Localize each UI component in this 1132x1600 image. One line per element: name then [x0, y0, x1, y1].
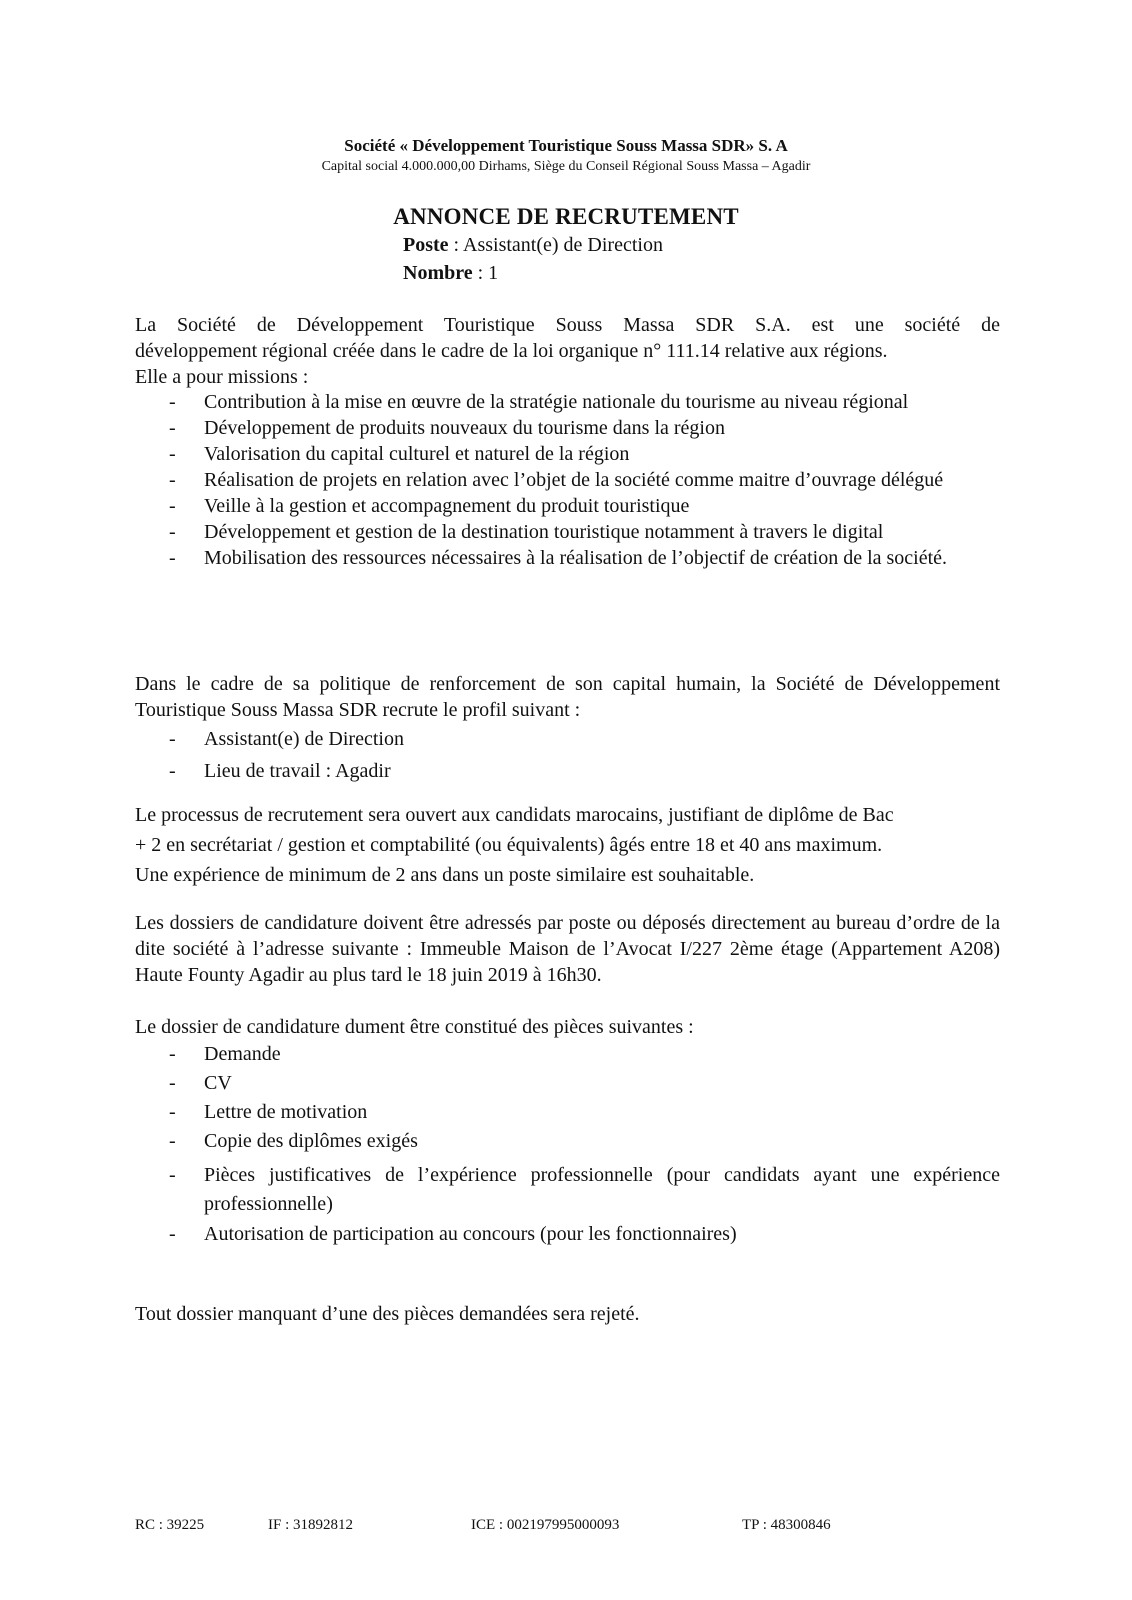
- footer-if: IF : 31892812: [268, 1517, 354, 1533]
- mission-text: Développement et gestion de la destination touristique notamment à travers le digital: [204, 521, 884, 543]
- dash-bullet: -: [169, 1223, 176, 1245]
- piece-text: Copie des diplômes exigés: [204, 1130, 418, 1152]
- letterhead: [0, 135, 1132, 177]
- process-paragraph: [135, 800, 1000, 890]
- piece-text: Demande: [204, 1043, 281, 1065]
- dash-bullet: -: [169, 728, 176, 750]
- list-item: [135, 389, 975, 415]
- pieces-intro: Le dossier de candidature dument être constitué des pièces suivantes :: [135, 1016, 694, 1038]
- list-item: [135, 493, 975, 519]
- piece-text: Autorisation de participation au concours (pour les fonctionnaires): [204, 1223, 737, 1245]
- dash-bullet: -: [169, 391, 176, 413]
- dash-bullet: -: [169, 1101, 176, 1123]
- dash-bullet: -: [169, 547, 176, 569]
- closing-sentence: Tout dossier manquant d’une des pièces demandées sera rejeté.: [135, 1303, 640, 1325]
- company-capital: Capital social 4.000.000,00 Dirhams, Siège du Conseil Régional Souss Massa – Agadir: [321, 159, 811, 174]
- dash-bullet: -: [169, 1072, 176, 1094]
- mission-text: Veille à la gestion et accompagnement du produit touristique: [204, 495, 690, 517]
- piece-text: Pièces justificatives de l’expérience professionnelle (pour candidats ayant une expérience professionnelle): [204, 1164, 1000, 1215]
- poste-line: [403, 232, 663, 258]
- list-item: [135, 519, 975, 545]
- intro-line: Elle a pour missions :: [135, 366, 309, 388]
- dash-bullet: -: [169, 443, 176, 465]
- profile-text: Lieu de travail : Agadir: [204, 760, 391, 782]
- dossiers-paragraph: Les dossiers de candidature doivent être adressés par poste ou déposés directement au bureau d’ordre de la dite société à l’adresse suivante : Immeuble Maison de l’Avocat I/227 2ème étage (Appartement A208) Haute Founty Agadir au plus tard le 18 juin 2019 à 16h30.: [135, 912, 1000, 986]
- footer-ice: ICE : 002197995000093: [471, 1517, 620, 1533]
- list-item: [135, 1041, 1000, 1070]
- list-item: [135, 415, 975, 441]
- mission-text: Valorisation du capital culturel et naturel de la région: [204, 443, 630, 465]
- list-item: [135, 441, 975, 467]
- process-line: Une expérience de minimum de 2 ans dans un poste similaire est souhaitable.: [135, 864, 755, 886]
- nombre-line: [403, 260, 498, 286]
- mission-text: Développement de produits nouveaux du tourisme dans la région: [204, 417, 725, 439]
- intro-line: La Société de Développement Touristique Souss Massa SDR S.A. est une société de: [135, 314, 1000, 336]
- piece-text: CV: [204, 1072, 232, 1094]
- missions-list: [135, 389, 975, 571]
- dash-bullet: -: [169, 469, 176, 491]
- mission-text: Contribution à la mise en œuvre de la stratégie nationale du tourisme au niveau régional: [204, 391, 909, 413]
- list-item: [135, 758, 1000, 784]
- process-line: + 2 en secrétariat / gestion et comptabilité (ou équivalents) âgés entre 18 et 40 ans maximum.: [135, 834, 883, 856]
- poste-value: : Assistant(e) de Direction: [448, 234, 663, 256]
- mission-text: Réalisation de projets en relation avec l’objet de la société comme maitre d’ouvrage délégué: [204, 469, 944, 491]
- dash-bullet: -: [169, 1130, 176, 1152]
- nombre-value: : 1: [472, 262, 499, 284]
- list-item: [135, 1221, 1000, 1247]
- dash-bullet: -: [169, 417, 176, 439]
- list-item: [135, 1161, 1000, 1221]
- profile-text: Assistant(e) de Direction: [204, 728, 404, 750]
- piece-text: Lettre de motivation: [204, 1101, 368, 1123]
- dash-bullet: -: [169, 1164, 176, 1186]
- policy-paragraph: Dans le cadre de sa politique de renforcement de son capital humain, la Société de Développement Touristique Souss Massa SDR recrute le profil suivant :: [135, 673, 1000, 721]
- intro-paragraph: [135, 312, 1000, 390]
- footer-tp: TP : 48300846: [742, 1517, 831, 1533]
- list-item: [135, 1128, 1000, 1161]
- list-item: [135, 1070, 1000, 1099]
- dash-bullet: -: [169, 1043, 176, 1065]
- list-item: [135, 726, 1000, 758]
- footer-rc: RC : 39225: [135, 1517, 205, 1533]
- nombre-label: Nombre: [403, 262, 473, 284]
- dash-bullet: -: [169, 521, 176, 543]
- list-item: [135, 467, 975, 493]
- list-item: [135, 545, 975, 571]
- ad-title: ANNONCE DE RECRUTEMENT: [393, 204, 739, 229]
- process-line: Le processus de recrutement sera ouvert aux candidats marocains, justifiant de diplôme de Bac: [135, 804, 894, 826]
- intro-line: développement régional créée dans le cadre de la loi organique n° 111.14 relative aux régions.: [135, 340, 888, 362]
- pieces-list: [135, 1041, 1000, 1247]
- list-item: [135, 1099, 1000, 1128]
- dash-bullet: -: [169, 495, 176, 517]
- poste-label: Poste: [403, 234, 449, 256]
- profile-list: [135, 726, 1000, 784]
- company-name: Société « Développement Touristique Souss Massa SDR» S. A: [344, 136, 788, 155]
- dash-bullet: -: [169, 760, 176, 782]
- mission-text: Mobilisation des ressources nécessaires à la réalisation de l’objectif de création de la société.: [204, 547, 948, 569]
